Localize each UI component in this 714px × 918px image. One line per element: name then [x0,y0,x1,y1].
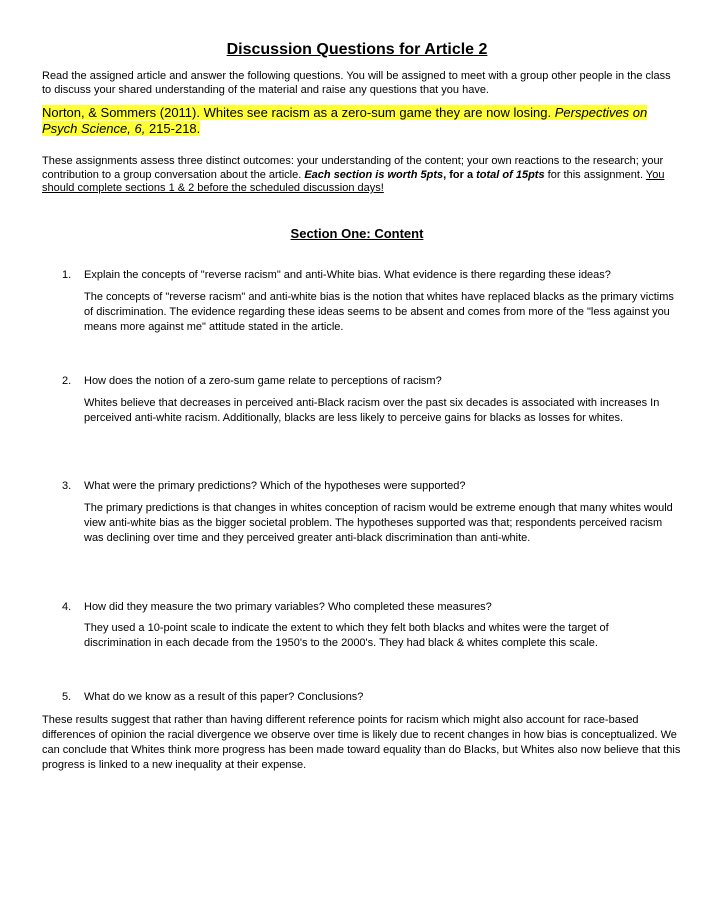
question-number: 2. [62,375,72,387]
citation-journal: Perspectives on Psych Science, 6, [42,105,648,136]
assessment-text-1: These assignments assess three distinct outcomes: your understanding of the content; your own reactions to the research; your contribution to a group conversation about the article. [42,155,664,181]
citation-highlight [42,105,647,136]
assessment-bold-2: total of 15pts [476,168,545,181]
assessment-paragraph [42,155,682,196]
assessment-deadline: You should complete sections 1 & 2 before the scheduled discussion days! [42,168,665,194]
question-text: What do we know as a result of this paper? Conclusions? [84,691,364,703]
answer-2: Whites believe that decreases in perceived anti-Black racism over the past six decades is associated with increases In perceived anti-white racism. Additionally, blacks are less likely to perceive gains for blacks as losses for whites. [84,397,660,424]
citation-pages: 215-218. [145,121,201,136]
assessment-text-2: , for a [443,168,474,181]
question-text: What were the primary predictions? Which of the hypotheses were supported? [84,480,466,492]
section-one-title: Section One: Content [290,226,424,241]
assessment-bold-1: Each section is worth 5pts [304,168,444,181]
answer-4: They used a 10-point scale to indicate the extent to which they felt both blacks and whites were the target of discrimination in each decade from the 1950's to the 2000's. They had black & whites complete this scale. [84,622,609,649]
citation-authors: Norton, & Sommers (2011). Whites see racism as a zero-sum game they are now losing. [42,105,552,120]
question-number: 5. [62,691,72,703]
intro-paragraph: Read the assigned article and answer the following questions. You will be assigned to meet with a group other people in the class to discuss your shared understanding of the material and raise any questions that you have. [42,70,671,96]
article-citation [42,105,682,137]
question-number: 1. [62,269,72,281]
answer-1: The concepts of "reverse racism" and anti-white bias is the notion that whites have replaced blacks as the primary victims of discrimination. The evidence regarding these ideas seems to be absent and comes from more of the "less against you means more against me" attitude stated in the article. [84,291,674,333]
answer-3: The primary predictions is that changes in whites conception of racism would be extreme enough that many whites would view anti-white bias as the bigger societal problem. The hypotheses supported was that; respondents perceived racism was declining over time and they perceived greater anti-black discrimination than anti-white. [84,502,673,544]
answer-5: These results suggest that rather than having different reference points for racism which might also account for race-based differences of opinion the racial divergence we observe over time is likely due to recent changes in how bias is conceptualized. We can conclude that Whites think more progress has been made toward equality than do Blacks, but Whites also now believe that this progress is linked to a new inequality at their expense. [42,714,681,771]
question-text: How did they measure the two primary variables? Who completed these measures? [84,601,492,613]
question-number: 4. [62,601,72,613]
question-number: 3. [62,480,72,492]
question-text: Explain the concepts of "reverse racism" and anti-White bias. What evidence is there regarding these ideas? [84,269,611,281]
question-text: How does the notion of a zero-sum game relate to perceptions of racism? [84,375,442,387]
assessment-text-3: for this assignment. [547,168,644,181]
document-title: Discussion Questions for Article 2 [226,41,488,58]
